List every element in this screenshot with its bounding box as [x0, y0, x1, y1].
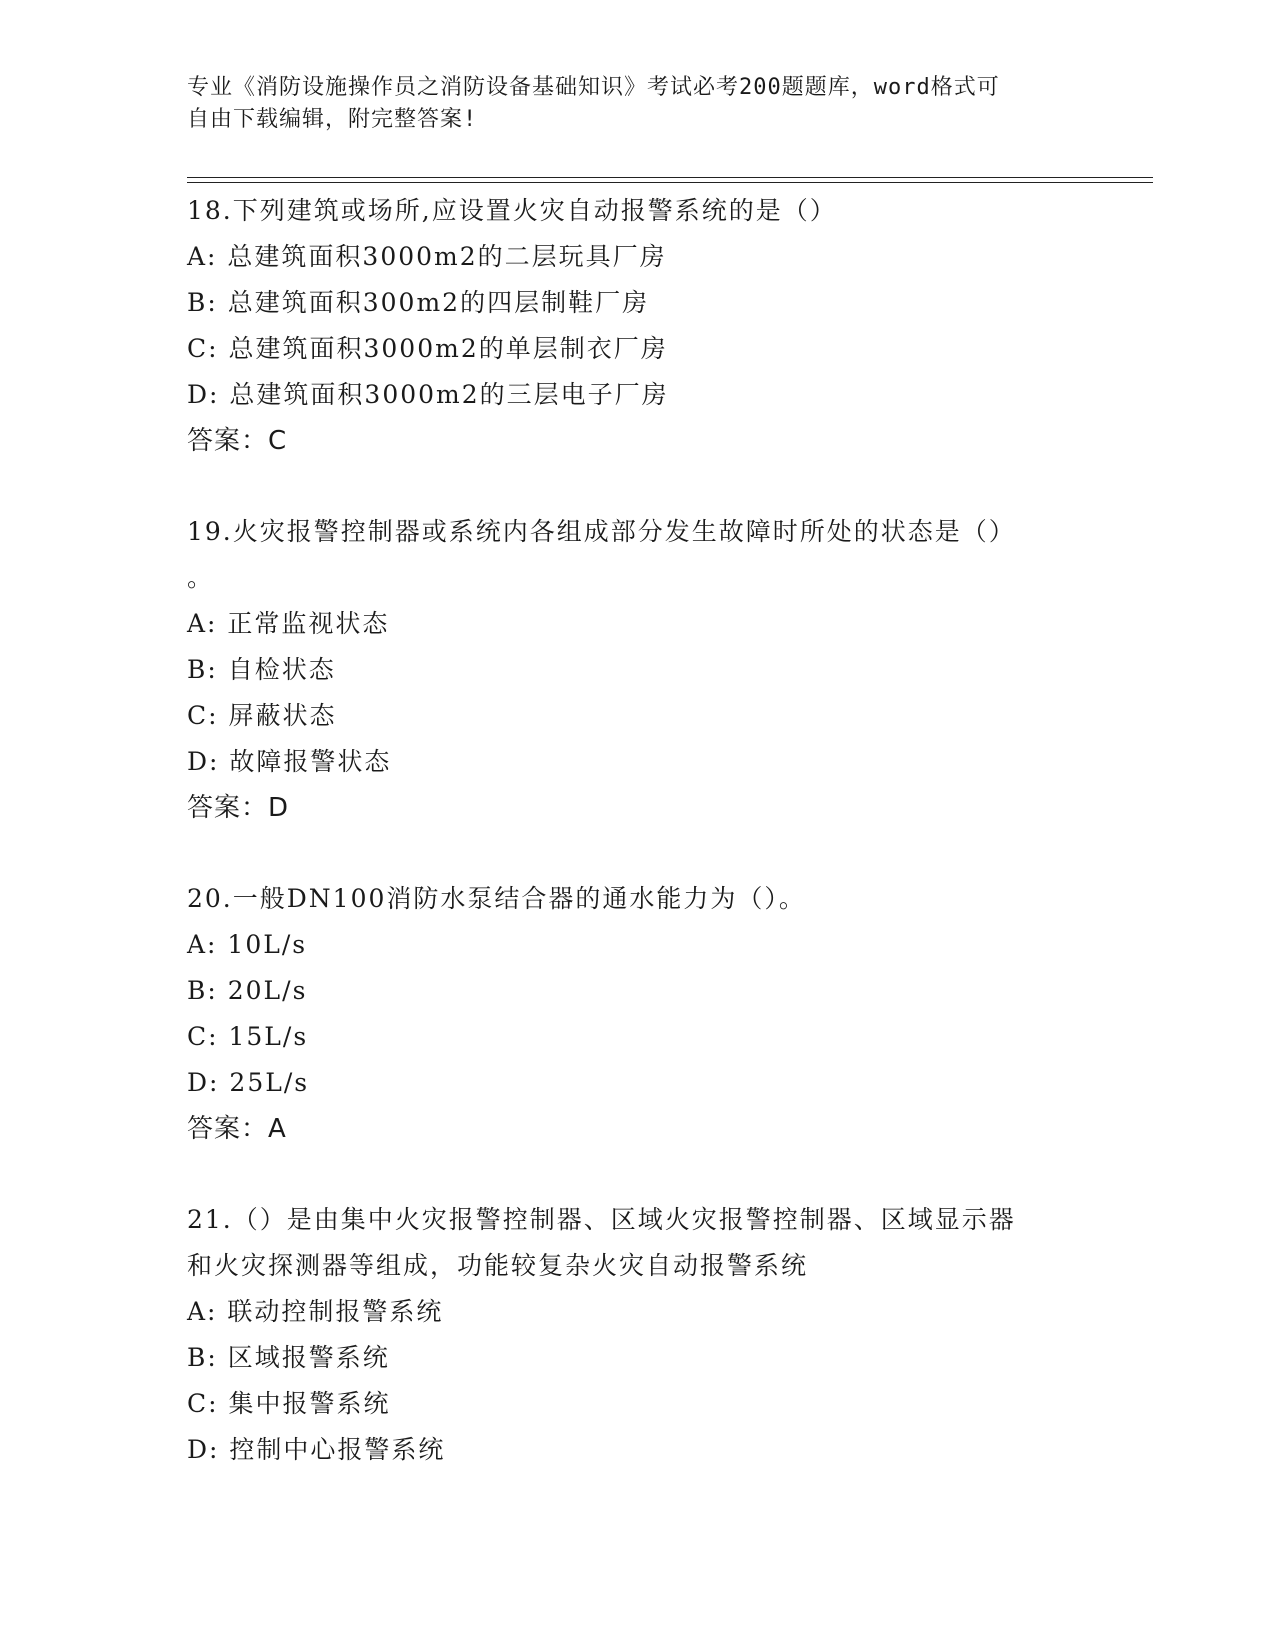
- question-stem-continuation: 。: [187, 563, 215, 592]
- header-line-2: 自由下载编辑，附完整答案!: [187, 107, 478, 132]
- option-b: B: 区域报警系统: [187, 1343, 390, 1372]
- question-stem: 18.下列建筑或场所,应设置火灾自动报警系统的是（）: [187, 196, 837, 225]
- option-a: A: 正常监视状态: [187, 609, 390, 638]
- option-a: A: 10L/s: [187, 930, 308, 959]
- question-block: [187, 876, 1087, 1152]
- header-divider-top: [187, 177, 1153, 178]
- option-c: C: 总建筑面积3000m2的单层制衣厂房: [187, 334, 668, 363]
- option-d: D: 25L/s: [187, 1068, 310, 1097]
- answer-line: 答案：C: [187, 426, 288, 456]
- option-b: B: 总建筑面积300m2的四层制鞋厂房: [187, 288, 650, 317]
- question-block: [187, 1197, 1087, 1473]
- question-block: [187, 509, 1087, 831]
- question-stem: 21.（）是由集中火灾报警控制器、区域火灾报警控制器、区域显示器: [187, 1205, 1016, 1234]
- option-d: D: 控制中心报警系统: [187, 1435, 446, 1464]
- option-c: C: 15L/s: [187, 1022, 309, 1051]
- option-c: C: 集中报警系统: [187, 1389, 391, 1418]
- question-stem: 19.火灾报警控制器或系统内各组成部分发生故障时所处的状态是（）: [187, 517, 1016, 546]
- question-list: [187, 188, 1087, 1473]
- option-c: C: 屏蔽状态: [187, 701, 337, 730]
- option-a: A: 总建筑面积3000m2的二层玩具厂房: [187, 242, 667, 271]
- answer-line: 答案：A: [187, 1114, 287, 1144]
- header-line-1: 专业《消防设施操作员之消防设备基础知识》考试必考200题题库，word格式可: [187, 75, 1000, 100]
- option-d: D: 故障报警状态: [187, 747, 392, 776]
- option-d: D: 总建筑面积3000m2的三层电子厂房: [187, 380, 669, 409]
- question-stem-continuation: 和火灾探测器等组成，功能较复杂火灾自动报警系统: [187, 1251, 809, 1280]
- answer-line: 答案：D: [187, 793, 290, 823]
- option-b: B: 自检状态: [187, 655, 336, 684]
- question-block: [187, 188, 1087, 464]
- document-header: [187, 72, 1087, 136]
- question-stem: 20.一般DN100消防水泵结合器的通水能力为（）。: [187, 884, 806, 913]
- option-a: A: 联动控制报警系统: [187, 1297, 444, 1326]
- option-b: B: 20L/s: [187, 976, 308, 1005]
- header-divider-bottom: [187, 182, 1153, 183]
